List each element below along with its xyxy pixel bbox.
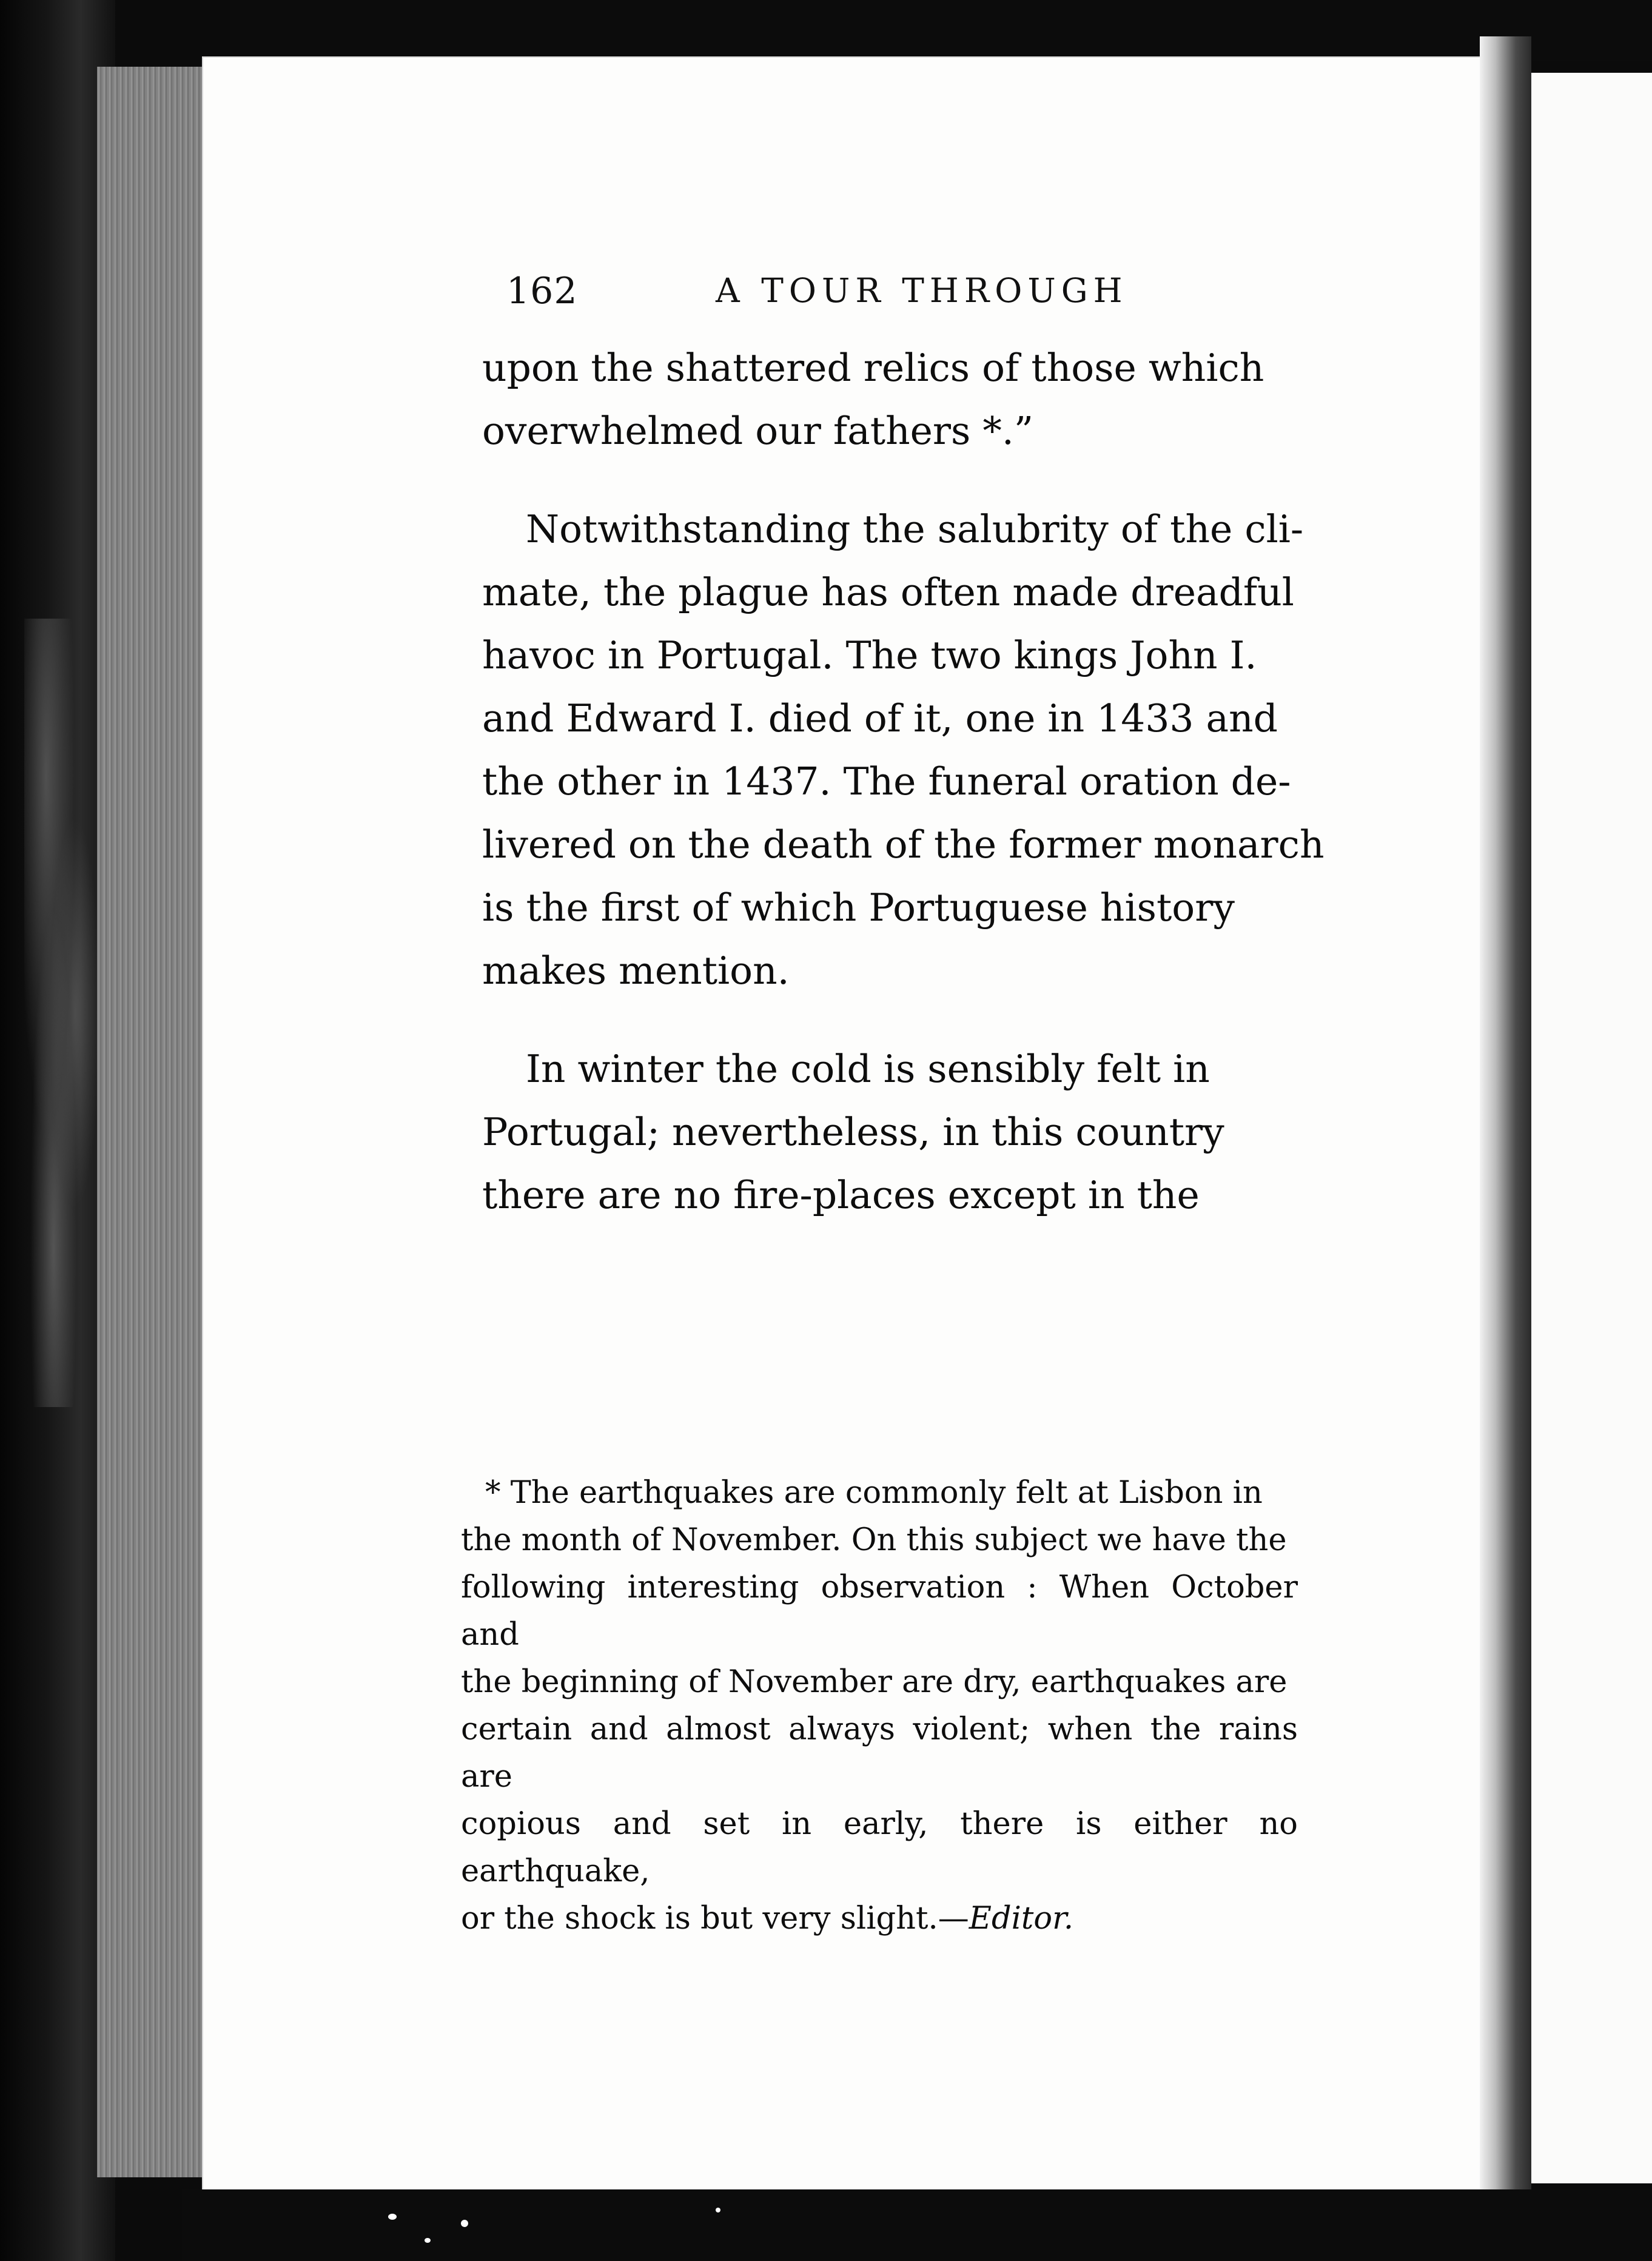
marbled-endpaper [24,619,97,1407]
footnote-text: * The earthquakes are commonly felt at Lisbon in the month of November. On this subject we have the following interesting observation : When October and the beginning of November are dry, earthquakes are certain and almost always violent; when the rains are copious and set in early, there is either no earthquake, or the shock is but very slight.— [461,1475,1298,1937]
dust-speck [388,2214,397,2220]
page-header [506,270,1337,318]
facing-page-edge [1531,73,1652,2183]
dust-speck [425,2238,431,2243]
dust-speck [716,2208,720,2212]
body-text [482,337,1325,1227]
paragraph-winter: In winter the cold is sensibly felt in Portugal; nevertheless, in this country there are no fire-places except in the [482,1047,1224,1217]
paragraph-plague: Notwithstanding the salubrity of the cli- mate, the plague has often made dreadful havoc in Portugal. The two kings John I. and Edward I. died of it, one in 1433 and the other in 1437. The funeral oration de- livered on the death of the former monarch is the first of which Portuguese history makes mention. [482,507,1325,993]
scan-bottom-border [182,2189,1652,2261]
footnote-attribution: Editor. [969,1901,1074,1937]
paragraph-continued: upon the shattered relics of those which overwhelmed our fathers *.” [482,346,1264,453]
page-gutter-shadow [1480,36,1531,2195]
page-number: 162 [506,270,578,312]
footnote-paragraph [461,1470,1298,1943]
footnote [461,1422,1298,1990]
running-title: A TOUR THROUGH [716,271,1128,310]
scan-top-border [230,0,1652,61]
dust-speck [461,2220,468,2227]
